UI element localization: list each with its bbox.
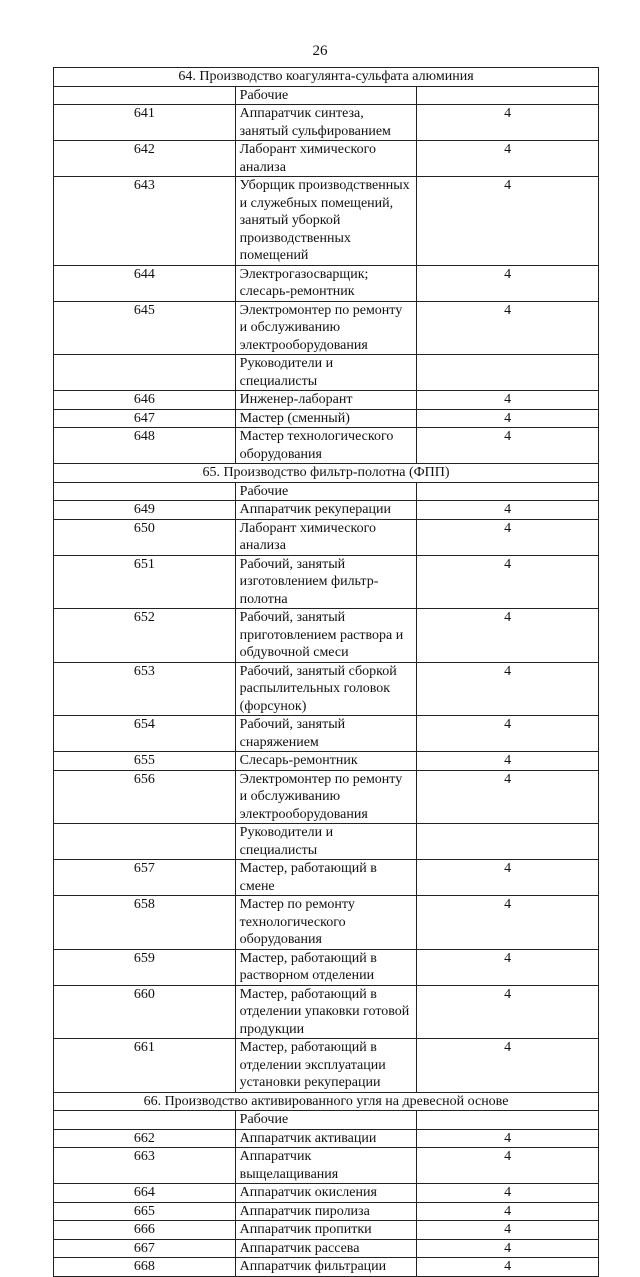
table-row (54, 1039, 599, 1093)
row-name: Аппаратчик рекуперации (235, 501, 417, 520)
row-name: Электромонтер по ремонту и обслуживанию электрооборудования (235, 301, 417, 355)
row-number: 647 (54, 409, 236, 428)
row-name: Мастер (сменный) (235, 409, 417, 428)
row-number: 654 (54, 716, 236, 752)
row-value: 4 (417, 985, 599, 1039)
row-value: 4 (417, 1129, 599, 1148)
row-number: 667 (54, 1239, 236, 1258)
row-number: 665 (54, 1202, 236, 1221)
row-name: Слесарь-ремонтник (235, 752, 417, 771)
group-heading-row (54, 482, 599, 501)
row-number: 660 (54, 985, 236, 1039)
table-row (54, 1184, 599, 1203)
row-name: Рабочий, занятый снаряжением (235, 716, 417, 752)
row-number: 664 (54, 1184, 236, 1203)
group-heading: Рабочие (235, 86, 417, 105)
group-heading-value-cell (417, 355, 599, 391)
group-heading: Рабочие (235, 482, 417, 501)
row-number: 668 (54, 1258, 236, 1277)
table-row (54, 1148, 599, 1184)
row-number: 657 (54, 860, 236, 896)
row-value: 4 (417, 391, 599, 410)
table-row (54, 1239, 599, 1258)
row-name: Аппаратчик синтеза, занятый сульфированием (235, 105, 417, 141)
row-value: 4 (417, 1239, 599, 1258)
document-table (53, 67, 599, 1277)
group-heading-value-cell (417, 1111, 599, 1130)
section-title: 66. Производство активированного угля на древесной основе (54, 1092, 599, 1111)
table-row (54, 177, 599, 266)
row-value: 4 (417, 501, 599, 520)
row-number: 649 (54, 501, 236, 520)
row-name: Рабочий, занятый сборкой распылительных головок (форсунок) (235, 662, 417, 716)
page-number: 26 (312, 43, 328, 59)
row-value: 4 (417, 860, 599, 896)
table-row (54, 519, 599, 555)
row-number: 644 (54, 265, 236, 301)
row-name: Электрогазосварщик; слесарь-ремонтник (235, 265, 417, 301)
section-title: 64. Производство коагулянта-сульфата алюминия (54, 68, 599, 87)
table-body (54, 68, 599, 1277)
row-name: Мастер, работающий в отделении эксплуатации установки рекуперации (235, 1039, 417, 1093)
section-row (54, 464, 599, 483)
table-row (54, 896, 599, 950)
row-number: 662 (54, 1129, 236, 1148)
table-row (54, 949, 599, 985)
row-value: 4 (417, 662, 599, 716)
row-value: 4 (417, 519, 599, 555)
row-value: 4 (417, 949, 599, 985)
table-row (54, 501, 599, 520)
row-number: 652 (54, 609, 236, 663)
group-heading-num-cell (54, 86, 236, 105)
row-name: Аппаратчик пропитки (235, 1221, 417, 1240)
group-heading: Рабочие (235, 1111, 417, 1130)
table-row (54, 555, 599, 609)
group-heading-num-cell (54, 1111, 236, 1130)
row-number: 663 (54, 1148, 236, 1184)
group-heading-value-cell (417, 482, 599, 501)
table-row (54, 716, 599, 752)
row-value: 4 (417, 770, 599, 824)
section-row (54, 68, 599, 87)
section-title: 65. Производство фильтр-полотна (ФПП) (54, 464, 599, 483)
group-heading-num-cell (54, 824, 236, 860)
row-value: 4 (417, 1202, 599, 1221)
table-row (54, 391, 599, 410)
row-value: 4 (417, 1148, 599, 1184)
table-row (54, 265, 599, 301)
row-name: Аппаратчик фильтрации (235, 1258, 417, 1277)
row-number: 651 (54, 555, 236, 609)
group-heading-row (54, 1111, 599, 1130)
row-number: 659 (54, 949, 236, 985)
row-name: Аппаратчик рассева (235, 1239, 417, 1258)
row-name: Аппаратчик выщелащивания (235, 1148, 417, 1184)
row-name: Мастер, работающий в растворном отделении (235, 949, 417, 985)
group-heading-num-cell (54, 482, 236, 501)
table-row (54, 985, 599, 1039)
group-heading-row (54, 355, 599, 391)
row-name: Электромонтер по ремонту и обслуживанию электрооборудования (235, 770, 417, 824)
group-heading-num-cell (54, 355, 236, 391)
row-number: 656 (54, 770, 236, 824)
row-name: Лаборант химического анализа (235, 141, 417, 177)
table-row (54, 1202, 599, 1221)
row-number: 650 (54, 519, 236, 555)
row-value: 4 (417, 752, 599, 771)
table-row (54, 770, 599, 824)
table-row (54, 141, 599, 177)
section-row (54, 1092, 599, 1111)
row-value: 4 (417, 105, 599, 141)
group-heading-row (54, 824, 599, 860)
row-number: 666 (54, 1221, 236, 1240)
row-number: 661 (54, 1039, 236, 1093)
row-value: 4 (417, 896, 599, 950)
row-value: 4 (417, 177, 599, 266)
group-heading-row (54, 86, 599, 105)
row-value: 4 (417, 1039, 599, 1093)
row-value: 4 (417, 1221, 599, 1240)
row-value: 4 (417, 409, 599, 428)
row-value: 4 (417, 141, 599, 177)
group-heading-value-cell (417, 86, 599, 105)
row-number: 642 (54, 141, 236, 177)
table-row (54, 860, 599, 896)
row-name: Мастер, работающий в отделении упаковки готовой продукции (235, 985, 417, 1039)
row-value: 4 (417, 716, 599, 752)
row-number: 653 (54, 662, 236, 716)
row-name: Мастер, работающий в смене (235, 860, 417, 896)
row-name: Мастер по ремонту технологического оборудования (235, 896, 417, 950)
row-value: 4 (417, 428, 599, 464)
row-name: Уборщик производственных и служебных помещений, занятый уборкой производственных помещений (235, 177, 417, 266)
row-value: 4 (417, 1258, 599, 1277)
row-number: 655 (54, 752, 236, 771)
table-row (54, 1258, 599, 1277)
table-row (54, 301, 599, 355)
row-number: 641 (54, 105, 236, 141)
group-heading-value-cell (417, 824, 599, 860)
row-number: 658 (54, 896, 236, 950)
table-row (54, 105, 599, 141)
row-number: 646 (54, 391, 236, 410)
table-row (54, 662, 599, 716)
group-heading: Руководители и специалисты (235, 355, 417, 391)
row-name: Лаборант химического анализа (235, 519, 417, 555)
row-value: 4 (417, 609, 599, 663)
row-number: 645 (54, 301, 236, 355)
row-number: 648 (54, 428, 236, 464)
table-row (54, 609, 599, 663)
row-name: Аппаратчик окисления (235, 1184, 417, 1203)
row-value: 4 (417, 1184, 599, 1203)
row-value: 4 (417, 265, 599, 301)
table-row (54, 1221, 599, 1240)
group-heading: Руководители и специалисты (235, 824, 417, 860)
row-name: Рабочий, занятый приготовлением раствора и обдувочной смеси (235, 609, 417, 663)
table-row (54, 428, 599, 464)
row-number: 643 (54, 177, 236, 266)
row-name: Мастер технологического оборудования (235, 428, 417, 464)
table-row (54, 1129, 599, 1148)
row-name: Аппаратчик активации (235, 1129, 417, 1148)
table-row (54, 752, 599, 771)
row-name: Рабочий, занятый изготовлением фильтр-полотна (235, 555, 417, 609)
table-row (54, 409, 599, 428)
row-value: 4 (417, 555, 599, 609)
row-name: Инженер-лаборант (235, 391, 417, 410)
row-value: 4 (417, 301, 599, 355)
row-name: Аппаратчик пиролиза (235, 1202, 417, 1221)
